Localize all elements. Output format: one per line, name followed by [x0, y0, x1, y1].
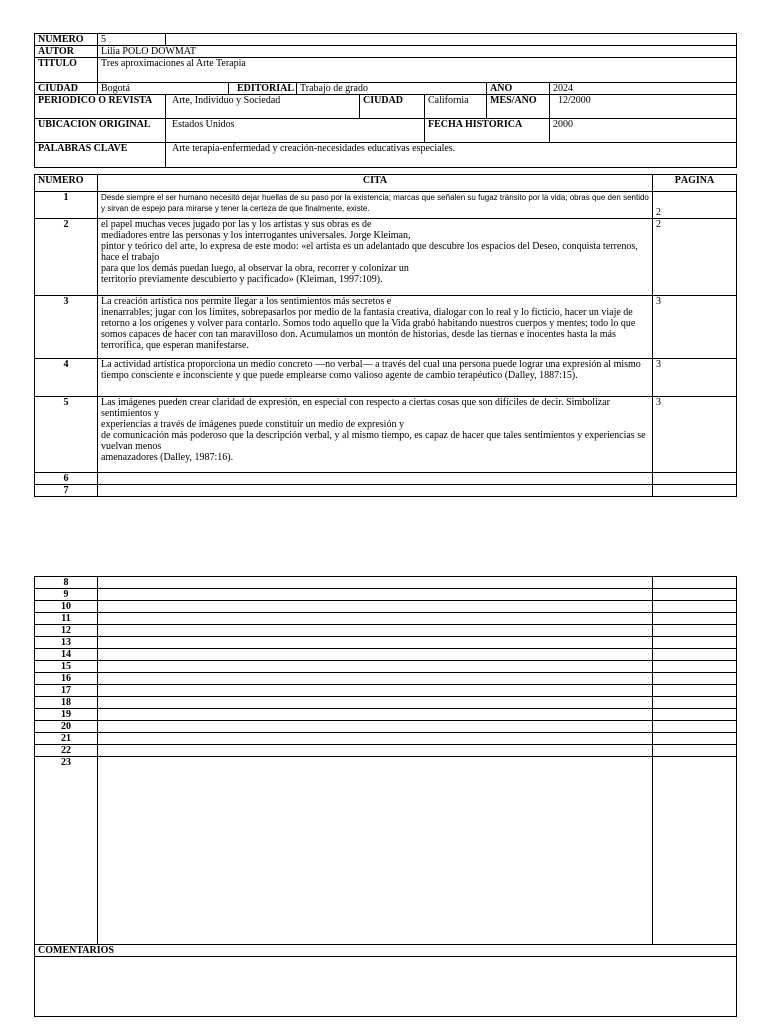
quote-text: Desde siempre el ser humano necesitó dejar huellas de su paso por la existencia; marcas que señalen su fugaz tránsito por la vida; obras que den sentido y sirvan de espejo para mirarse y tener la certeza de que finalmente, existe. — [98, 192, 653, 219]
table-row — [35, 757, 737, 945]
quote-page: 2 — [653, 192, 737, 219]
table-row — [35, 601, 737, 613]
quote-page: 3 — [653, 359, 737, 397]
autor-label: AUTOR — [35, 46, 98, 58]
row-number: 18 — [35, 697, 98, 709]
table-row — [35, 397, 737, 473]
row-number: 12 — [35, 625, 98, 637]
row-number: 6 — [35, 473, 98, 485]
quote-number: 4 — [35, 359, 98, 397]
table-row — [35, 661, 737, 673]
table-row — [35, 625, 737, 637]
header-cita: CITA — [98, 175, 653, 192]
ubicacion-label: UBICACIÓN ORIGINAL — [35, 119, 166, 143]
row-number: 15 — [35, 661, 98, 673]
table-row — [35, 673, 737, 685]
ubicacion-value: Estados Unidos — [166, 119, 425, 143]
anio-label: AÑO — [487, 83, 550, 95]
table-row — [35, 473, 737, 485]
mesanio-label: MES/AÑO — [487, 95, 550, 119]
row-number: 9 — [35, 589, 98, 601]
table-row — [35, 745, 737, 757]
citas-table — [34, 174, 737, 497]
table-row — [35, 359, 737, 397]
row-number: 13 — [35, 637, 98, 649]
quote-number: 3 — [35, 296, 98, 359]
fecha-label: FECHA HISTÓRICA — [425, 119, 550, 143]
editorial-label: EDITORIAL — [229, 83, 297, 95]
quote-number: 1 — [35, 192, 98, 219]
quote-page: 2 — [653, 219, 737, 296]
row-number: 8 — [35, 577, 98, 589]
comentarios-field[interactable] — [35, 957, 737, 1017]
ficha-table-top — [34, 33, 737, 168]
fecha-value: 2000 — [550, 119, 737, 143]
quote-text: el papel muchas veces jugado por las y los artistas y sus obras es de mediadores entre las personas y los interrogantes universales. Jorge Kleiman, pintor y teórico del arte, lo expresa de este modo: «el artista es un adelantado que descubre los espacios del Deseo, conquista terrenos, hace el trabajo para que los demás puedan luego, al observar la obra, recorrer y colonizar un territorio previamente descubierto y pacificado» (Kleiman, 1997:109). — [98, 219, 653, 296]
row-number: 14 — [35, 649, 98, 661]
quote-number: 5 — [35, 397, 98, 473]
mesanio-value: 12/2000 — [550, 95, 737, 119]
table-row — [35, 697, 737, 709]
citas-table-continued — [34, 576, 737, 1017]
table-row — [35, 721, 737, 733]
ciudad-label: CIUDAD — [35, 83, 98, 95]
numero-label: NÚMERO — [35, 34, 98, 46]
table-row — [35, 685, 737, 697]
quote-text: La creación artística nos permite llegar a los sentimientos más secretos e inenarrables; jugar con los límites, sobrepasarlos por medio de la fantasía creativa, dialogar con lo real y lo ficticio, hacer un viaje de retorno a los orígenes y volver para contarlo. Somos todo aquello que la Vida grabó habitando nuestros cuerpos y mentes; todo lo que somos capaces de hacer con tan maravilloso don. Acumulamos un montón de historias, desde las tiernas e inocentes hasta la más terrorífica, que esperan manifestarse. — [98, 296, 653, 359]
header-numero: NÚMERO — [35, 175, 98, 192]
row-number: 17 — [35, 685, 98, 697]
anio-value: 2024 — [550, 83, 737, 95]
titulo-value: Tres aproximaciones al Arte Terapia — [98, 58, 737, 83]
row-number: 10 — [35, 601, 98, 613]
table-row — [35, 192, 737, 219]
titulo-label: TITULO — [35, 58, 98, 83]
autor-value: Lilia POLO DOWMAT — [98, 46, 737, 58]
ciudad2-value: California — [425, 95, 487, 119]
editorial-value: Trabajo de grado — [297, 83, 487, 95]
quote-number: 2 — [35, 219, 98, 296]
quote-text: La actividad artística proporciona un medio concreto —no verbal— a través del cual una persona puede lograr una expresión al mismo tiempo consciente e inconsciente y que puede emplearse como valioso agente de cambio terapéutico (Dalley, 1887:15). — [98, 359, 653, 397]
header-pagina: PÁGINA — [653, 175, 737, 192]
periodico-value: Arte, Individuo y Sociedad — [166, 95, 360, 119]
numero-value: 5 — [98, 34, 166, 46]
periodico-label: PERIODICO O REVISTA — [35, 95, 166, 119]
quote-page: 3 — [653, 296, 737, 359]
table-row — [35, 733, 737, 745]
palabras-value: Arte terapia-enfermedad y creación-necesidades educativas especiales. — [166, 143, 737, 168]
table-row — [35, 219, 737, 296]
row-number: 16 — [35, 673, 98, 685]
table-row — [35, 709, 737, 721]
row-number: 23 — [35, 757, 98, 945]
ciudad2-label: CIUDAD — [360, 95, 425, 119]
table-row — [35, 577, 737, 589]
row-number: 20 — [35, 721, 98, 733]
row-number: 19 — [35, 709, 98, 721]
table-row — [35, 485, 737, 497]
palabras-label: PALABRAS CLAVE — [35, 143, 166, 168]
comentarios-label: COMENTARIOS — [35, 945, 737, 957]
ciudad-value: Bogotá — [98, 83, 229, 95]
quote-page: 3 — [653, 397, 737, 473]
table-row — [35, 613, 737, 625]
table-row — [35, 637, 737, 649]
table-row — [35, 589, 737, 601]
row-number: 22 — [35, 745, 98, 757]
row-number: 11 — [35, 613, 98, 625]
table-row — [35, 649, 737, 661]
row-number: 7 — [35, 485, 98, 497]
quote-text: Las imágenes pueden crear claridad de expresión, en especial con respecto a ciertas cosas que son difíciles de decir. Simbolizar sentimientos y experiencias a través de imágenes puede constituir un medio de expresión y de comunicación más poderoso que la descripción verbal, y al mismo tiempo, es capaz de hacer que tales sentimientos y experiencias se vuelvan menos amenazadores (Dalley, 1987:16). — [98, 397, 653, 473]
table-row — [35, 296, 737, 359]
row-number: 21 — [35, 733, 98, 745]
